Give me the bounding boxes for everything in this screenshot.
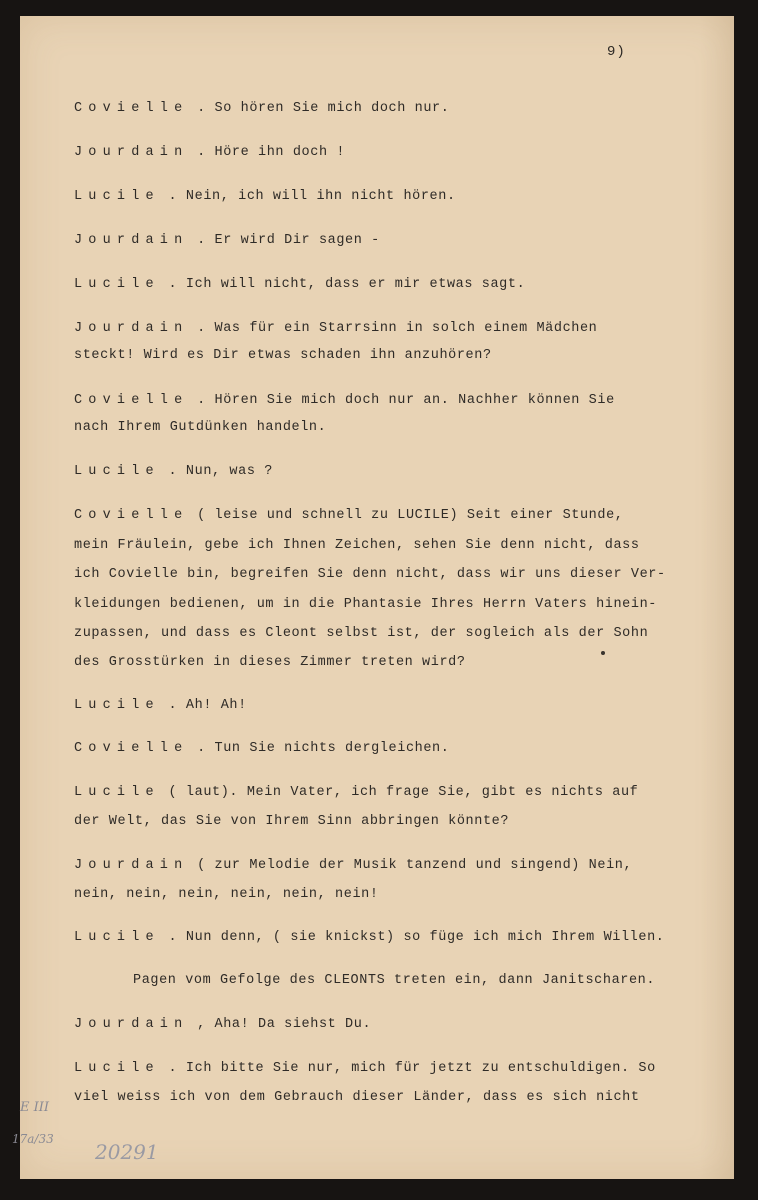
line-text: . Nun denn, ( sie knickst) so füge ich mich Ihrem Willen. — [168, 930, 665, 945]
speaker-name: Lucile — [74, 277, 160, 292]
dialogue-line — [74, 101, 449, 116]
dialogue-line — [74, 393, 615, 408]
dialogue-line — [74, 785, 638, 800]
speaker-name: Jourdain — [74, 145, 189, 160]
dialogue-line — [74, 277, 525, 292]
dialogue-line — [74, 464, 273, 479]
dialogue-line — [74, 348, 492, 363]
line-text: des Grosstürken in dieses Zimmer treten wird? — [74, 655, 466, 670]
dialogue-line — [74, 538, 640, 553]
dialogue-line — [74, 567, 666, 582]
dialogue-line — [74, 741, 449, 756]
line-text: . Hören Sie mich doch nur an. Nachher können Sie — [197, 393, 615, 408]
archive-mark-b: 17a/33 — [12, 1132, 54, 1146]
speaker-name: Lucile — [74, 785, 160, 800]
line-text: . Ich bitte Sie nur, mich für jetzt zu entschuldigen. So — [168, 1061, 656, 1076]
line-text: zupassen, und dass es Cleont selbst ist, der sogleich als der Sohn — [74, 626, 649, 641]
line-text: . Tun Sie nichts dergleichen. — [197, 741, 450, 756]
line-text: ( leise und schnell zu LUCILE) Seit einer Stunde, — [197, 508, 624, 523]
line-text: viel weiss ich von dem Gebrauch dieser Länder, dass es sich nicht — [74, 1090, 640, 1105]
line-text: nein, nein, nein, nein, nein, nein! — [74, 887, 379, 902]
line-text: nach Ihrem Gutdünken handeln. — [74, 420, 327, 435]
speaker-name: Jourdain — [74, 858, 189, 873]
line-text: steckt! Wird es Dir etwas schaden ihn anzuhören? — [74, 348, 492, 363]
line-text: kleidungen bedienen, um in die Phantasie Ihres Herrn Vaters hinein- — [74, 597, 657, 612]
dialogue-line — [74, 420, 326, 435]
line-text: mein Fräulein, gebe ich Ihnen Zeichen, sehen Sie denn nicht, dass — [74, 538, 640, 553]
line-text: . So hören Sie mich doch nur. — [197, 101, 450, 116]
line-text: , Aha! Da siehst Du. — [197, 1017, 372, 1032]
dialogue-line — [74, 698, 247, 713]
dialogue-line — [74, 145, 345, 160]
speaker-name: Covielle — [74, 101, 189, 116]
line-text: . Höre ihn doch ! — [197, 145, 346, 160]
dialogue-line — [74, 321, 597, 336]
dialogue-line — [74, 597, 657, 612]
archive-mark-a: E III — [20, 1100, 50, 1115]
page-number: 9) — [607, 44, 626, 60]
archive-mark-c: 20291 — [95, 1140, 159, 1164]
dialogue-line — [74, 189, 456, 204]
line-text: Pagen vom Gefolge des CLEONTS treten ein, dann Janitscharen. — [133, 973, 656, 988]
dialogue-line — [74, 655, 466, 670]
dialogue-line — [74, 233, 380, 248]
page-edge-shading — [700, 16, 734, 1179]
dialogue-line — [74, 1090, 640, 1105]
dialogue-line — [74, 930, 665, 945]
speaker-name: Covielle — [74, 393, 189, 408]
dialogue-line — [74, 858, 632, 873]
speaker-name: Lucile — [74, 698, 160, 713]
line-text: ( zur Melodie der Musik tanzend und singend) Nein, — [197, 858, 633, 873]
speaker-name: Jourdain — [74, 233, 189, 248]
speaker-name: Lucile — [74, 189, 160, 204]
stage-direction — [133, 973, 655, 988]
line-text: . Was für ein Starrsinn in solch einem Mädchen — [197, 321, 598, 336]
speaker-name: Covielle — [74, 741, 189, 756]
dialogue-line — [74, 1017, 371, 1032]
dialogue-line — [74, 887, 379, 902]
line-text: . Ah! Ah! — [168, 698, 247, 713]
dialogue-line — [74, 626, 648, 641]
line-text: . Nein, ich will ihn nicht hören. — [168, 189, 456, 204]
dialogue-line — [74, 814, 509, 829]
line-text: . Ich will nicht, dass er mir etwas sagt. — [168, 277, 526, 292]
ink-speck — [601, 651, 605, 655]
speaker-name: Lucile — [74, 930, 160, 945]
line-text: ( laut). Mein Vater, ich frage Sie, gibt es nichts auf — [168, 785, 639, 800]
dialogue-line — [74, 508, 624, 523]
speaker-name: Covielle — [74, 508, 189, 523]
line-text: der Welt, das Sie von Ihrem Sinn abbringen könnte? — [74, 814, 510, 829]
line-text: . Er wird Dir sagen - — [197, 233, 380, 248]
speaker-name: Lucile — [74, 1061, 160, 1076]
speaker-name: Lucile — [74, 464, 160, 479]
speaker-name: Jourdain — [74, 321, 189, 336]
dialogue-line — [74, 1061, 656, 1076]
speaker-name: Jourdain — [74, 1017, 189, 1032]
line-text: ich Covielle bin, begreifen Sie denn nicht, dass wir uns dieser Ver- — [74, 567, 666, 582]
line-text: . Nun, was ? — [168, 464, 273, 479]
